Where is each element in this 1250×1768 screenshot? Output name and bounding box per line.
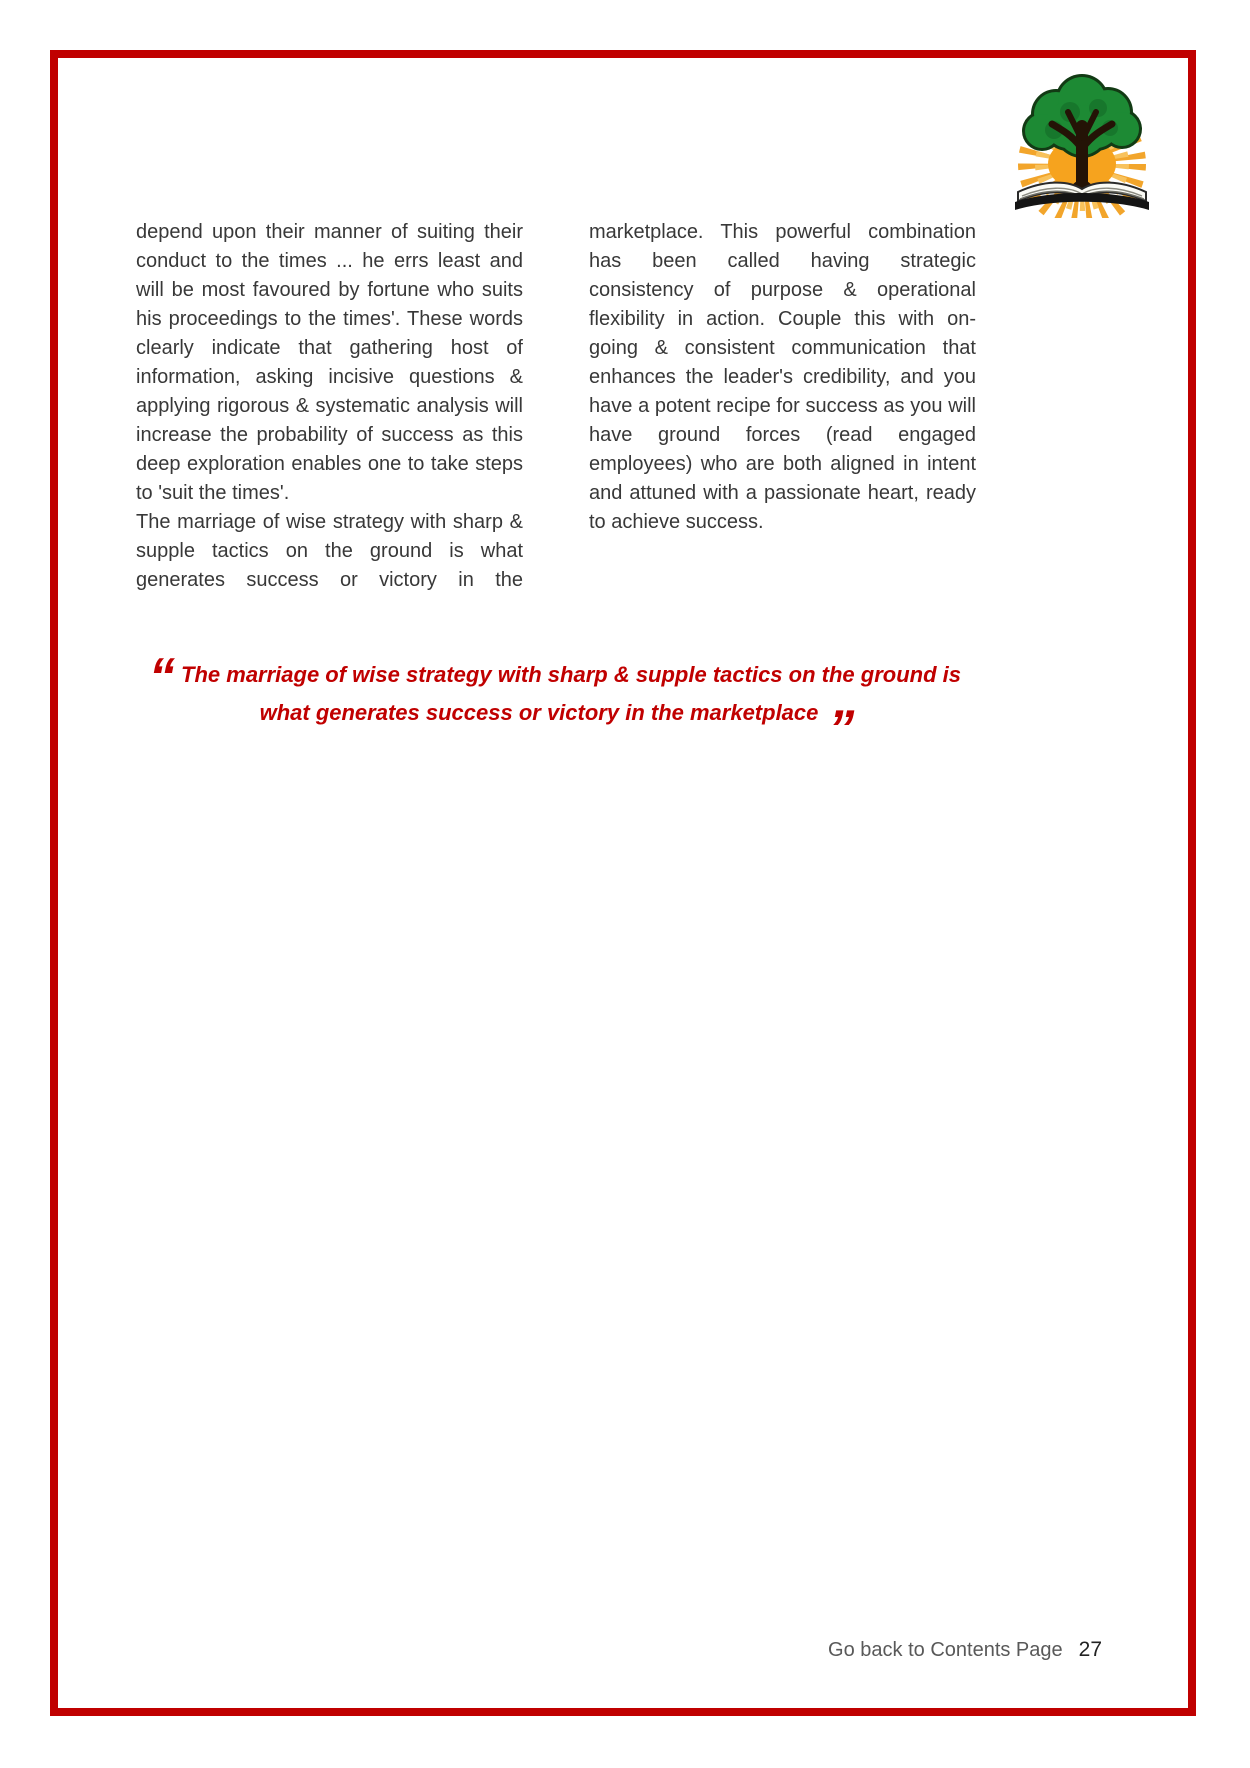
article-body	[136, 218, 976, 595]
paragraph-marriage: The marriage of wise strategy with sharp & supple tactics on the ground is what generates success or victory in the	[136, 511, 523, 591]
tree-book-logo-icon	[1010, 68, 1154, 218]
pull-quote	[130, 648, 980, 758]
page-number: 27	[1078, 1638, 1102, 1661]
right-column	[589, 218, 976, 595]
open-quote-icon: “	[149, 648, 172, 706]
page-border-frame	[50, 50, 1196, 1716]
paragraph-marketplace: marketplace. This powerful combination has been called having strategic consistency of purpose & operational flexibility in action. Couple this with on-going & consistent communication that enhances the leader's credibility, and you have a potent recipe for success as you will have ground forces (read engaged employees) who are both aligned in intent and attuned with a passionate heart, ready to achieve success.	[589, 221, 976, 533]
go-back-contents-link[interactable]: Go back to Contents Page	[828, 1639, 1063, 1661]
page-footer	[828, 1638, 1102, 1662]
close-quote-icon: ”	[828, 700, 851, 758]
pull-quote-text: The marriage of wise strategy with sharp & supple tactics on the ground is what generates success or victory in the marketplace	[181, 662, 961, 725]
left-column	[136, 218, 523, 595]
paragraph-times: depend upon their manner of suiting their conduct to the times ... he errs least and will be most favoured by fortune who suits his proceedings to the times'. These words clearly indicate that gathering host of information, asking incisive questions & applying rigorous & systematic analysis will increase the probability of success as this deep exploration enables one to take steps to 'suit the times'.	[136, 221, 523, 504]
